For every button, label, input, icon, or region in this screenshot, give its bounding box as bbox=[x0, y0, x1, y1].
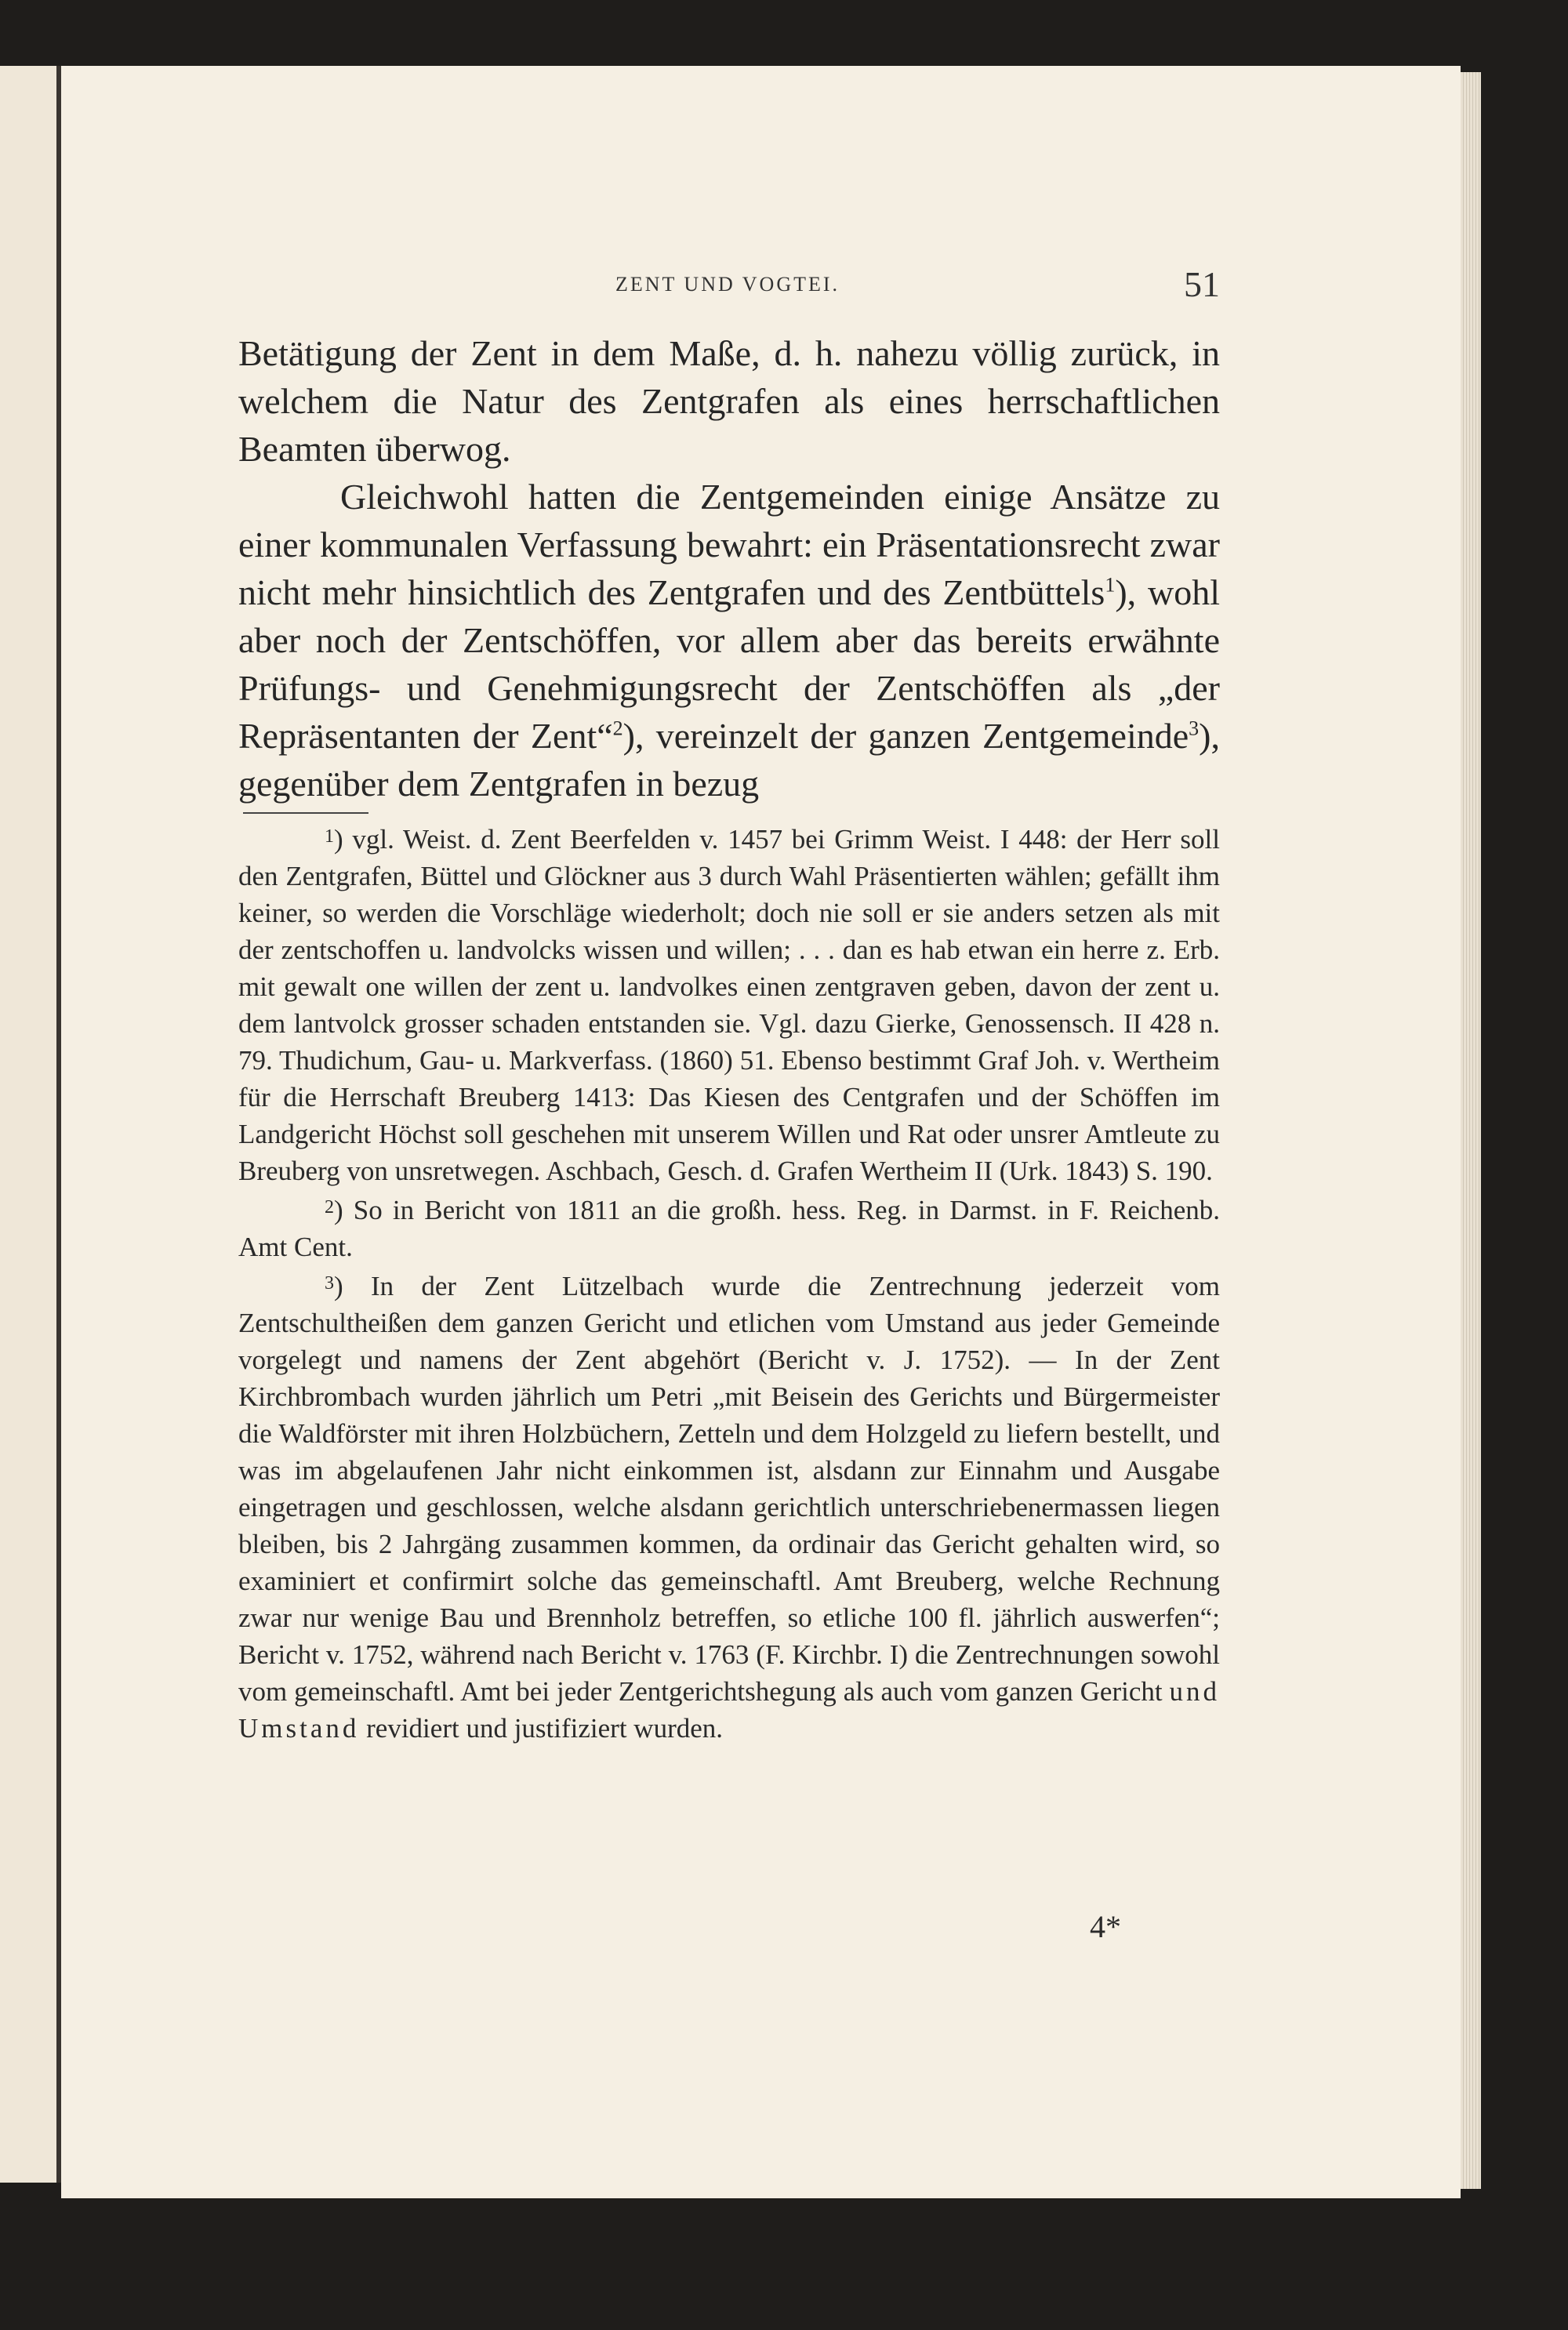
paragraph-2-part-c: ), vereinzelt der ganzen Zentgemeinde bbox=[622, 716, 1189, 756]
footnote-2-marker: 2 bbox=[325, 1197, 334, 1218]
footnote-1 bbox=[238, 818, 1220, 1189]
footnote-ref-1[interactable]: 1 bbox=[1105, 573, 1116, 597]
footnote-2 bbox=[238, 1189, 1220, 1265]
paragraph-2-part-b: ), wohl aber noch der Zentschöffen, vor allem aber das bereits erwähnte Prüfungs- und Genehmigungsrecht der Zentschöffen als „der Repräsentanten der Zent“ bbox=[238, 572, 1220, 756]
paragraph-2-part-a: Gleichwohl hatten die Zentgemeinden einige Ansätze zu einer kommunalen Verfassung bewahrt: ein Präsentationsrecht zwar nicht mehr hinsichtlich des Zentgrafen und des Zentbüttels bbox=[238, 477, 1220, 612]
footnote-3-marker: 3 bbox=[325, 1273, 334, 1294]
footnote-3-text-a: ) In der Zent Lützelbach wurde die Zentrechnung jederzeit vom Zentschultheißen dem ganzen Gericht und etlichen vom Umstand aus jeder Gemeinde vorgelegt und namens der Zent abgehört (Bericht v. J. 1752). — In der Zent Kirchbrombach wurden jährlich um Petri „mit Beisein des Gerichts und Bürgermeister die Waldförster mit ihren Holzbüchern, Zetteln und dem Holzgeld zu liefern bestellt, und was im abgelaufenen Jahr nicht einkommen ist, alsdann zur Einnahm und Ausgabe eingetragen und geschlossen, welche alsdann gerichtlich unterschriebenermassen liegen bleiben, bis 2 Jahrgäng zusammen kommen, da ordinair das Gericht gehalten wird, so examiniert et confirmirt solche das gemeinschaftl. Amt Breuberg, welche Rechnung zwar nur wenige Bau und Brennholz betreffen, so etliche 100 fl. jährlich auswerfen“; Bericht v. 1752, während nach Bericht v. 1763 (F. Kirchbr. I) die Zentrechnungen sowohl vom gemeinschaftl. Amt bei jeder Zentgerichtshegung als auch vom ganzen Gericht bbox=[238, 1271, 1220, 1707]
paragraph-2-part-d: ), gegenüber dem Zentgrafen in bezug bbox=[238, 716, 1220, 804]
signature-mark: 4* bbox=[1090, 1909, 1121, 1944]
main-text bbox=[238, 329, 1220, 808]
paragraph-2 bbox=[238, 473, 1220, 808]
footnote-1-text: ) vgl. Weist. d. Zent Beerfelden v. 1457 bei Grimm Weist. I 448: der Herr soll den Zentgrafen, Büttel und Glöckner aus 3 durch Wahl Präsentierten wählen; gefällt ihm keiner, so werden die Vorschläge wiederholt; doch nie soll er sie anders setzen als mit der zentschoffen u. landvolcks wissen und willen; . . . dan es hab etwan ein herre z. Erb. mit gewalt one willen der zent u. landvolkes einen zentgraven geben, davon der zent u. dem lantvolck grosser schaden entstanden sie. Vgl. dazu Gierke, Genossensch. II 428 n. 79. Thudichum, Gau- u. Markverfass. (1860) 51. Ebenso bestimmt Graf Joh. v. Wertheim für die Herrschaft Breuberg 1413: Das Kiesen des Centgrafen und der Schöffen im Landgericht Höchst soll geschehen mit unserem Willen und Rat oder unsrer Amtleute zu Breuberg von unsretwegen. Aschbach, Gesch. d. Grafen Wertheim II (Urk. 1843) S. 190. bbox=[238, 824, 1220, 1186]
footnote-divider bbox=[243, 812, 368, 814]
footnote-1-marker: 1 bbox=[325, 826, 334, 847]
facing-page-edge bbox=[0, 66, 56, 2183]
page-number: 51 bbox=[1184, 264, 1220, 304]
footnote-3-text-b: revidiert und justifiziert wurden. bbox=[366, 1713, 724, 1744]
running-title: ZENT UND VOGTEI. bbox=[615, 273, 840, 296]
page-stack-edges bbox=[1461, 72, 1481, 2189]
footnote-ref-2[interactable]: 2 bbox=[612, 717, 623, 740]
footnote-3 bbox=[238, 1265, 1220, 1747]
footnote-ref-3[interactable]: 3 bbox=[1189, 717, 1200, 740]
footnote-3-spaced-emphasis: und Umstand bbox=[238, 1676, 1221, 1744]
footnote-2-text: ) So in Bericht von 1811 an die großh. hess. Reg. in Darmst. in F. Reichenb. Amt Cent. bbox=[238, 1195, 1220, 1262]
paragraph-1: Betätigung der Zent in dem Maße, d. h. nahezu völlig zurück, in welchem die Natur des Zentgrafen als eines herrschaftlichen Beamten überwog. bbox=[238, 333, 1220, 469]
footnotes bbox=[238, 818, 1220, 1747]
